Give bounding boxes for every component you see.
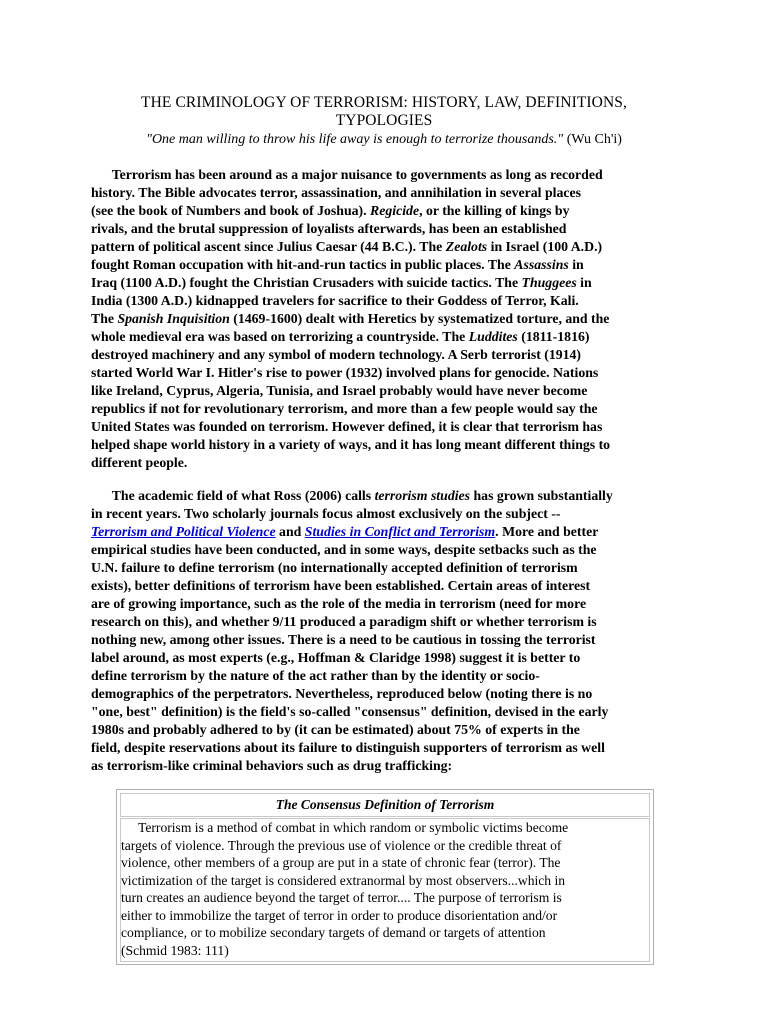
paragraph-line: history. The Bible advocates terror, assassination, and annihilation in several places [91, 185, 581, 200]
paragraph-history [91, 166, 681, 472]
paragraph-line: as terrorism-like criminal behaviors such as drug trafficking: [91, 758, 453, 773]
paragraph-line: field, despite reservations about its failure to distinguish supporters of terrorism as well [91, 740, 605, 755]
text-run: and [275, 524, 305, 539]
text-run: in [576, 275, 592, 290]
paragraph-line: label around, as most experts (e.g., Hoffman & Claridge 1998) suggest it is better to [91, 650, 581, 665]
definition-line: targets of violence. Through the previous use of violence or the credible threat of [121, 837, 562, 853]
paragraph-line [91, 487, 681, 505]
paragraph-line [91, 328, 681, 346]
paragraph-line: United States was founded on terrorism. However defined, it is clear that terrorism has [91, 419, 603, 434]
paragraph-line [91, 523, 681, 541]
paragraph-line: U.N. failure to define terrorism (no internationally accepted definition of terrorism [91, 560, 578, 575]
definition-line: compliance, or to mobilize secondary targets of demand or targets of attention [121, 925, 546, 940]
definition-line: either to immobilize the target of terror in order to produce disorientation and/or [121, 907, 558, 923]
term-thuggees: Thuggees [521, 275, 577, 290]
paragraph-line: republics if not for revolutionary terrorism, and more than a few people would say the [91, 401, 598, 416]
text-run: The academic field of what Ross (2006) calls [111, 488, 375, 503]
text-run: Iraq (1100 A.D.) fought the Christian Crusaders with suicide tactics. The [91, 275, 522, 290]
paragraph-line [91, 166, 681, 184]
consensus-definition-box [116, 789, 654, 965]
term-terrorism-studies: terrorism studies [374, 488, 471, 503]
text-run: (1811-1816) [517, 329, 590, 344]
text-run: has grown substantially [470, 488, 613, 503]
text-run: Terrorism has been around as a major nuisance to governments as long as recorded [111, 167, 603, 182]
paragraph-academic-field [91, 487, 681, 775]
paragraph-line: different people. [91, 455, 188, 470]
epigraph-attribution: (Wu Ch'i) [563, 132, 622, 147]
definition-line: (Schmid 1983: 111) [121, 942, 229, 958]
text-run: (see the book of Numbers and book of Joshua). [91, 203, 371, 218]
term-regicide: Regicide [370, 203, 420, 218]
text-run: , or the killing of kings by [419, 203, 570, 218]
definition-line: turn creates an audience beyond the target of terror.... The purpose of terrorism is [121, 890, 562, 905]
text-run: whole medieval era was based on terrorizing a countryside. The [91, 329, 469, 344]
paragraph-line: destroyed machinery and any symbol of modern technology. A Serb terrorist (1914) [91, 347, 582, 362]
text-run: fought Roman occupation with hit-and-run tactics in public places. The [91, 257, 515, 272]
paragraph-line [91, 274, 681, 292]
epigraph [80, 131, 688, 148]
paragraph-line: India (1300 A.D.) kidnapped travelers for sacrifice to their Goddess of Terror, Kali. [91, 293, 579, 308]
paragraph-line: "one, best" definition) is the field's so-called "consensus" definition, devised in the early [91, 704, 609, 719]
paragraph-line: in recent years. Two scholarly journals focus almost exclusively on the subject -- [91, 506, 561, 521]
definition-line [121, 819, 649, 837]
paragraph-line: started World War I. Hitler's rise to power (1932) involved plans for genocide. Nations [91, 365, 599, 380]
document-title [80, 94, 688, 130]
term-assassins: Assassins [514, 257, 569, 272]
epigraph-quote: "One man willing to throw his life away is enough to terrorize thousands." [146, 132, 564, 147]
definition-line: victimization of the target is considered extranormal by most observers...which in [121, 872, 566, 888]
paragraph-line: rivals, and the brutal suppression of loyalists afterwards, has been an established [91, 221, 567, 236]
paragraph-line [91, 202, 681, 220]
paragraph-line: research on this), and whether 9/11 produced a paradigm shift or whether terrorism is [91, 614, 597, 629]
paragraph-line [91, 256, 681, 274]
paragraph-line [91, 310, 681, 328]
title-line-1: THE CRIMINOLOGY OF TERRORISM: HISTORY, LAW, DEFINITIONS, [141, 94, 627, 111]
text-run: The [91, 311, 118, 326]
text-run: pattern of political ascent since Julius Caesar (44 B.C.). The [91, 239, 446, 254]
paragraph-line: define terrorism by the nature of the act rather than by the identity or socio- [91, 668, 540, 683]
paragraph-line: nothing new, among other issues. There is a need to be cautious in tossing the terrorist [91, 632, 596, 647]
text-run: Terrorism is a method of combat in which random or symbolic victims become [138, 820, 569, 835]
paragraph-line [91, 238, 681, 256]
paragraph-line: exists), better definitions of terrorism have been established. Certain areas of interest [91, 578, 591, 593]
paragraph-line: empirical studies have been conducted, and in some ways, despite setbacks such as the [91, 542, 597, 557]
paragraph-line: like Ireland, Cyprus, Algeria, Tunisia, and Israel probably would have never become [91, 383, 588, 398]
text-run: in [568, 257, 584, 272]
term-spanish-inquisition: Spanish Inquisition [117, 311, 230, 326]
paragraph-line: are of growing importance, such as the role of the media in terrorism (need for more [91, 596, 587, 611]
term-zealots: Zealots [445, 239, 488, 254]
text-run: . More and better [495, 524, 599, 539]
text-run: (1469-1600) dealt with Heretics by systematized torture, and the [229, 311, 610, 326]
definition-line: violence, other members of a group are put in a state of chronic fear (terror). The [121, 855, 561, 870]
consensus-definition-body [120, 818, 650, 962]
title-line-2: TYPOLOGIES [335, 112, 433, 129]
term-luddites: Luddites [468, 329, 518, 344]
text-run: in Israel (100 A.D.) [487, 239, 603, 254]
paragraph-line: helped shape world history in a variety of ways, and it has long meant different things to [91, 437, 611, 452]
journal-link-studies-conflict-terrorism[interactable]: Studies in Conflict and Terrorism [304, 524, 496, 539]
paragraph-line: 1980s and probably adhered to by (it can be estimated) about 75% of experts in the [91, 722, 580, 737]
journal-link-terrorism-political-violence[interactable]: Terrorism and Political Violence [91, 524, 276, 539]
consensus-definition-heading: The Consensus Definition of Terrorism [120, 793, 650, 817]
paragraph-line: demographics of the perpetrators. Nevertheless, reproduced below (noting there is no [91, 686, 593, 701]
